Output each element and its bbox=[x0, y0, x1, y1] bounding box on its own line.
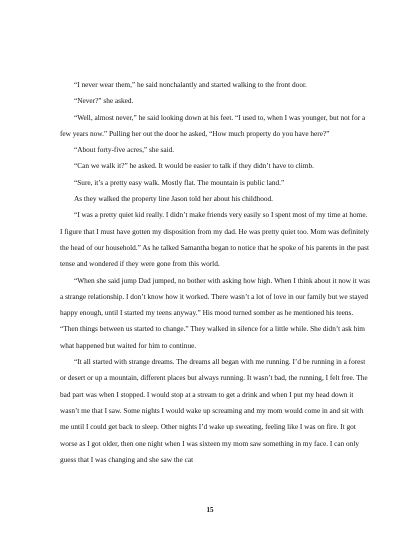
paragraph: “About forty-five acres,” she said. bbox=[74, 145, 175, 155]
paragraph: “Well, almost never,” he said looking down at his feet. “I used to, when I was younger, but not for a few years now.” Pulling her out the door he asked, “How much property do you have here?” bbox=[60, 112, 366, 138]
body-text bbox=[60, 77, 370, 468]
paragraph: “I was a pretty quiet kid really. I didn’t make friends very easily so I spent most of my time at home. I figure that I must have gotten my disposition from my dad. He was pretty quiet too. Mom was definitely the head of our household.” As he talked Samantha began to notice that he spoke of his parents in the past tense and wondered if they were gone from this world. bbox=[60, 210, 370, 269]
paragraph: “When she said jump Dad jumped, no bother with asking how high. When I think about it now it was a strange relationship. I don’t know how it worked. There wasn’t a lot of love in our family but we stayed happy enough, until I started my teens anyway.” His mood turned somber as he mentioned his teens. “Then things between us started to change.” They walked in silence for a little while. She didn’t ask him what happened but waited for him to continue. bbox=[60, 275, 370, 350]
page-number: 15 bbox=[206, 506, 214, 514]
paragraph: As they walked the property line Jason told her about his childhood. bbox=[74, 194, 274, 204]
paragraph: “It all started with strange dreams. The dreams all began with me running. I’d be running in a forest or desert or up a mountain, different places but always running. It wasn’t bad, the running, I felt free. The bad part was when I stopped. I would stop at a stream to get a drink and when I put my head down it wasn’t me that I saw. Some nights I would wake up screaming and my mom would come in and sit with me until I could get back to sleep. Other nights I’d wake up sweating, feeling like I was on fire. It got worse as I got older, then one night when I was sixteen my mom saw something in my face. I can only guess that I was changing and she saw the cat bbox=[60, 357, 368, 464]
paragraph: “I never wear them,” he said nonchalantly and started walking to the front door. bbox=[74, 80, 307, 89]
paragraph: “Never?” she asked. bbox=[74, 96, 134, 106]
paragraph: “Sure, it’s a pretty easy walk. Mostly flat. The mountain is public land.” bbox=[74, 177, 285, 187]
paragraph: “Can we walk it?” he asked. It would be easier to talk if they didn’t have to climb. bbox=[74, 161, 314, 171]
